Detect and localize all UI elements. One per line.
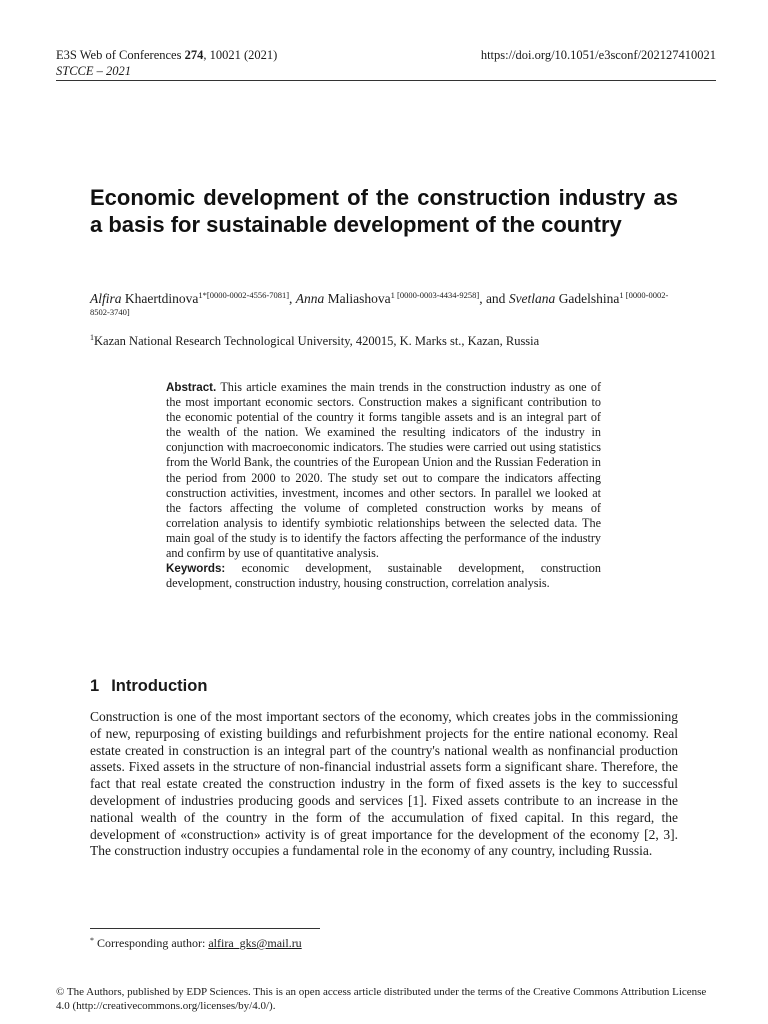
conference-name: STCCE – 2021: [56, 64, 132, 78]
footnote-divider: [90, 928, 320, 929]
author-orcid[interactable]: 1 [0000-0002-8502-3740]: [90, 290, 669, 317]
paper-title: Economic development of the construction industry as a basis for sustainable development of the country: [90, 185, 678, 237]
author-list: Alfira Khaertdinova$^{1*[0000-0002-4556-7081]}$, Anna Maliashova$^{1 [0000-0003-4434-9258]}$, and Svetlana Gadelshina$^{1 [0000-0002-8502-3740]}$: [90, 290, 669, 317]
abstract-text: This article examines the main trends in the construction industry as one of the most important economic sectors. Construction makes a significant contribution to the economic potential of the country it forms tangible assets and is an integral part of the wealth of the nation. We examined the resulting indicators of the industry in conjunction with macroeconomic indicators. The studies were carried out using statistics from the World Bank, the countries of the European Union and the Russian Federation in the period from 2000 to 2020. The study set out to compare the indicators affecting construction activities, investment, incomes and other sectors. In parallel we looked at the factors affecting the volume of completed construction works by means of correlation analysis to identify symbiotic relationships between the selected data. The main goal of the study is to identify the factors affecting the performance of the industry and confirm by use of quantitative analysis.: [166, 380, 602, 561]
abstract-label: Abstract.: [166, 381, 217, 394]
footnote: * Corresponding author: alfira_gks@mail.ru: [90, 936, 302, 950]
keywords-text: economic development, sustainable development, construction development, construction industry, housing construction, correlation analysis.: [166, 561, 601, 591]
section-title: Introduction: [111, 677, 208, 695]
author-last-name: Gadelshina: [558, 291, 620, 306]
author-first-name: Alfira: [90, 291, 122, 306]
header-divider: [56, 80, 716, 81]
section-heading: [90, 676, 207, 696]
section-number: 1: [90, 677, 100, 695]
author-orcid[interactable]: 1 [0000-0003-4434-9258]: [390, 290, 480, 300]
author-orcid[interactable]: 1*[0000-0002-4556-7081]: [198, 290, 290, 300]
affiliation: $^1$Kazan National Research Technological University, 420015, K. Marks st., Kazan, Russia: [90, 333, 540, 348]
author-last-name: Maliashova: [327, 291, 391, 306]
license-notice: © The Authors, published by EDP Sciences. This is an open access article distributed under the terms of the Creative Commons Attribution License 4.0 (http://creativecommons.org/licenses/by/4.0/).: [56, 986, 707, 1012]
author-email-link[interactable]: alfira_gks@mail.ru: [208, 936, 302, 950]
abstract-paragraph: [166, 380, 601, 561]
author-first-name: Svetlana: [508, 291, 556, 306]
journal-citation: E3S Web of Conferences 274, 10021 (2021): [56, 48, 278, 62]
introduction-paragraph: Construction is one of the most important sectors of the economy, which creates jobs in the commissioning of new, repurposing of existing buildings and refurbishment projects for the entire national economy. Real estate created in construction is an integral part of the country's national wealth as nonfinancial production assets. Fixed assets in the structure of non-financial industrial assets form a significant share. Therefore, the fact that real estate created the construction industry in the form of fixed assets is the key to successful development of industries producing goods and services [1]. Fixed assets contribute to an increase in the national wealth of the country in the form of the accumulation of fixed capital. In this regard, the development of «construction» activity is of great importance for the development of the economy [2, 3]. The construction industry occupies a fundamental role in the economy of any country, including Russia.: [90, 709, 678, 859]
author-last-name: Khaertdinova: [124, 291, 199, 306]
keywords-label: Keywords:: [166, 562, 226, 576]
doi-link[interactable]: https://doi.org/10.1051/e3sconf/202127410021: [480, 48, 716, 62]
author-first-name: Anna: [295, 291, 325, 306]
volume-number: 274: [184, 48, 204, 62]
keywords-paragraph: [166, 561, 601, 591]
abstract-block: [166, 380, 601, 591]
running-header: [56, 47, 277, 79]
